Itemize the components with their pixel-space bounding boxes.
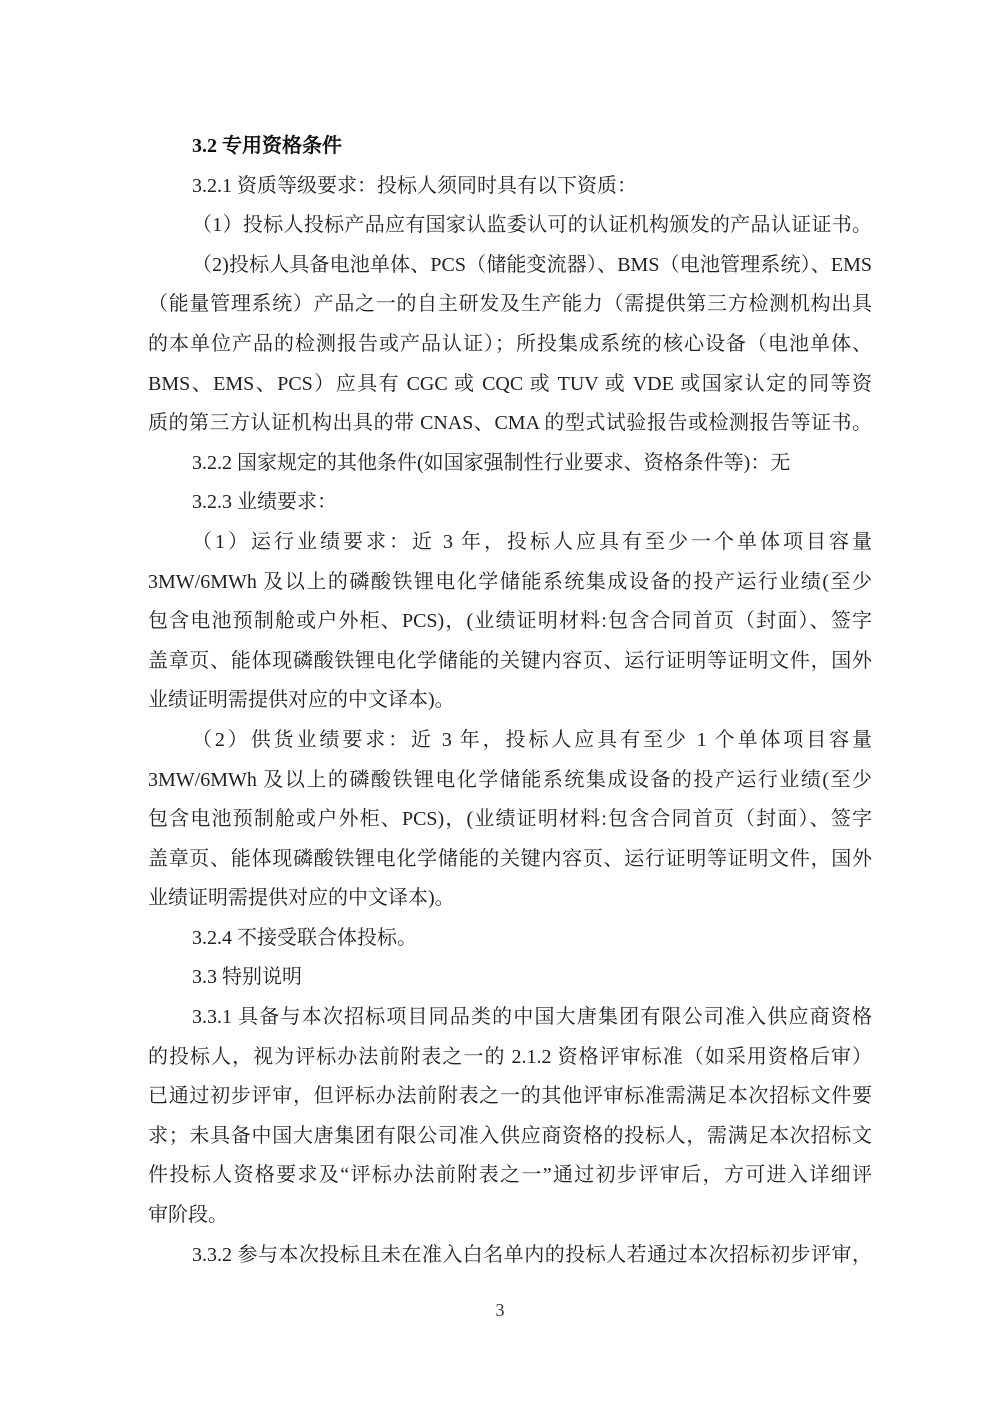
text-line: 3.2.1 资质等级要求：投标人须同时具有以下资质： [192, 174, 637, 197]
page-number: 3 [495, 1300, 505, 1320]
text-line: 件投标人资格要求及“评标办法前附表之一”通过初步评审后，方可进入详细评 [148, 1164, 872, 1187]
text-line: 的本单位产品的检测报告或产品认证）；所投集成系统的核心设备（电池单体、 [148, 332, 872, 355]
text-line: （1）投标人投标产品应有国家认监委认可的认证机构颁发的产品认证证书。 [192, 214, 872, 237]
document-body [148, 127, 872, 1275]
text-line: 审阶段。 [148, 1204, 228, 1227]
text-line: 已通过初步评审，但评标办法前附表之一的其他评审标准需满足本次招标文件要 [148, 1085, 872, 1108]
text-line: 盖章页、能体现磷酸铁锂电化学储能的关键内容页、运行证明等证明文件，国外 [148, 847, 872, 870]
text-line: 包含电池预制舱或户外柜、PCS)，(业绩证明材料:包含合同首页（封面）、签字 [148, 808, 872, 831]
text-line: 包含电池预制舱或户外柜、PCS)，(业绩证明材料:包含合同首页（封面）、签字 [148, 610, 872, 633]
text-line: BMS、EMS、PCS）应具有 CGC 或 CQC 或 TUV 或 VDE 或国家认定的同等资 [148, 372, 872, 395]
text-line: 3.2.3 业绩要求： [192, 491, 337, 514]
text-line: 3MW/6MWh 及以上的磷酸铁锂电化学储能系统集成设备的投产运行业绩(至少 [148, 768, 872, 791]
text-line: 3.3.1 具备与本次招标项目同品类的中国大唐集团有限公司准入供应商资格 [192, 1006, 872, 1029]
text-line: 业绩证明需提供对应的中文译本)。 [148, 689, 455, 712]
text-line: （能量管理系统）产品之一的自主研发及生产能力（需提供第三方检测机构出具 [148, 293, 872, 316]
text-line: 3.2.2 国家规定的其他条件(如国家强制性行业要求、资格条件等)：无 [192, 451, 791, 474]
text-line: 业绩证明需提供对应的中文译本)。 [148, 887, 455, 910]
section-heading-line: 3.2 专用资格条件 [192, 135, 342, 157]
text-line: 3.3 特别说明 [192, 966, 302, 989]
text-line: 3.3.2 参与本次投标且未在准入白名单内的投标人若通过本次招标初步评审， [192, 1243, 872, 1266]
text-line: 3.2.4 不接受联合体投标。 [192, 926, 417, 949]
text-line: （1）运行业绩要求：近 3 年，投标人应具有至少一个单体项目容量 [192, 530, 872, 553]
text-line: 盖章页、能体现磷酸铁锂电化学储能的关键内容页、运行证明等证明文件，国外 [148, 649, 872, 672]
text-line: 3MW/6MWh 及以上的磷酸铁锂电化学储能系统集成设备的投产运行业绩(至少 [148, 570, 872, 593]
text-line: 的投标人，视为评标办法前附表之一的 2.1.2 资格评审标准（如采用资格后审） [148, 1045, 872, 1068]
text-line: 求；未具备中国大唐集团有限公司准入供应商资格的投标人，需满足本次招标文 [148, 1124, 872, 1147]
text-line: 质的第三方认证机构出具的带 CNAS、CMA 的型式试验报告或检测报告等证书。 [148, 412, 872, 435]
text-line: （2）供货业绩要求：近 3 年，投标人应具有至少 1 个单体项目容量 [192, 728, 872, 751]
text-line: （2)投标人具备电池单体、PCS（储能变流器）、BMS（电池管理系统）、EMS [192, 253, 872, 276]
